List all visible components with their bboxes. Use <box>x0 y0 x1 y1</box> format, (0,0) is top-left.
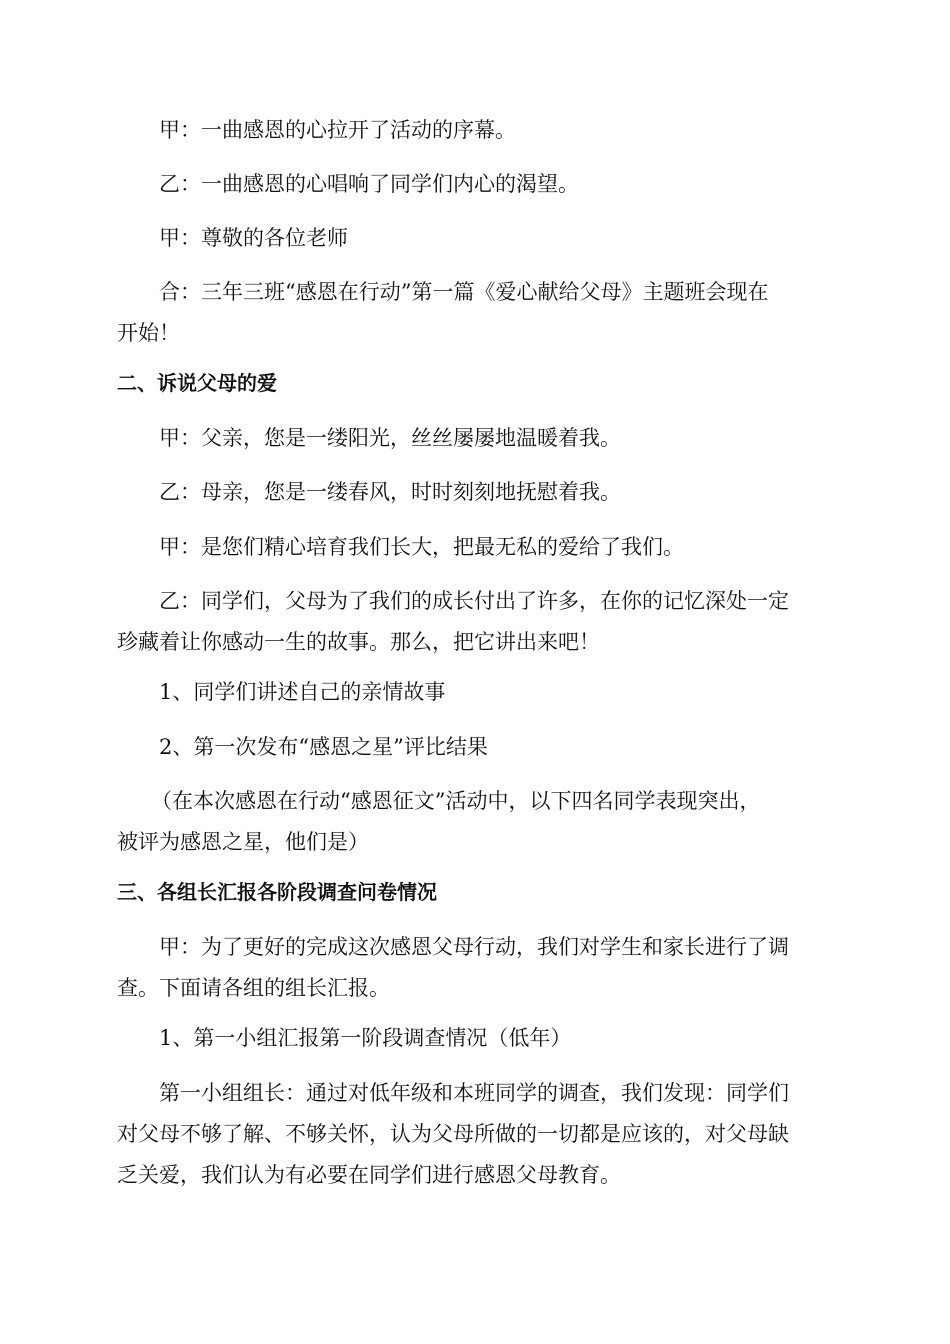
paragraph: 甲：尊敬的各位老师 <box>159 226 348 250</box>
paragraph: 甲：为了更好的完成这次感恩父母行动，我们对学生和家长进行了调 查。下面请各组的组长汇报。 <box>117 935 789 1000</box>
paragraph: 乙：母亲，您是一缕春风，时时刻刻地抚慰着我。 <box>159 480 621 504</box>
section-heading: 二、诉说父母的爱 <box>117 371 277 395</box>
paragraph: 乙：一曲感恩的心唱响了同学们内心的渴望。 <box>159 172 579 196</box>
section-heading: 三、各组长汇报各阶段调查问卷情况 <box>117 880 437 904</box>
paragraph: 第一小组组长：通过对低年级和本班同学的调查，我们发现：同学们 对父母不够了解、不够关怀，认为父母所做的一切都是应该的，对父母缺 乏关爱，我们认为有必要在同学们进行感恩父母教育。 <box>117 1081 789 1187</box>
list-item: 1、第一小组汇报第一阶段调查情况（低年） <box>159 1026 572 1050</box>
paragraph: 甲：父亲，您是一缕阳光，丝丝屡屡地温暖着我。 <box>159 426 621 450</box>
paragraph: 甲：是您们精心培育我们长大，把最无私的爱给了我们。 <box>159 535 684 559</box>
list-item: 1、同学们讲述自己的亲情故事 <box>159 680 446 704</box>
list-item: 2、第一次发布“感恩之星”评比结果 <box>159 735 488 759</box>
paragraph: 甲：一曲感恩的心拉开了活动的序幕。 <box>159 118 516 142</box>
paragraph: （在本次感恩在行动“感恩征文”活动中，以下四名同学表现突出， 被评为感恩之星，他们是） <box>117 789 761 854</box>
paragraph: 乙：同学们，父母为了我们的成长付出了许多，在你的记忆深处一定 珍藏着让你感动一生的故事。那么，把它讲出来吧！ <box>117 589 789 654</box>
paragraph: 合：三年三班“感恩在行动”第一篇《爱心献给父母》主题班会现在 开始！ <box>117 280 769 345</box>
